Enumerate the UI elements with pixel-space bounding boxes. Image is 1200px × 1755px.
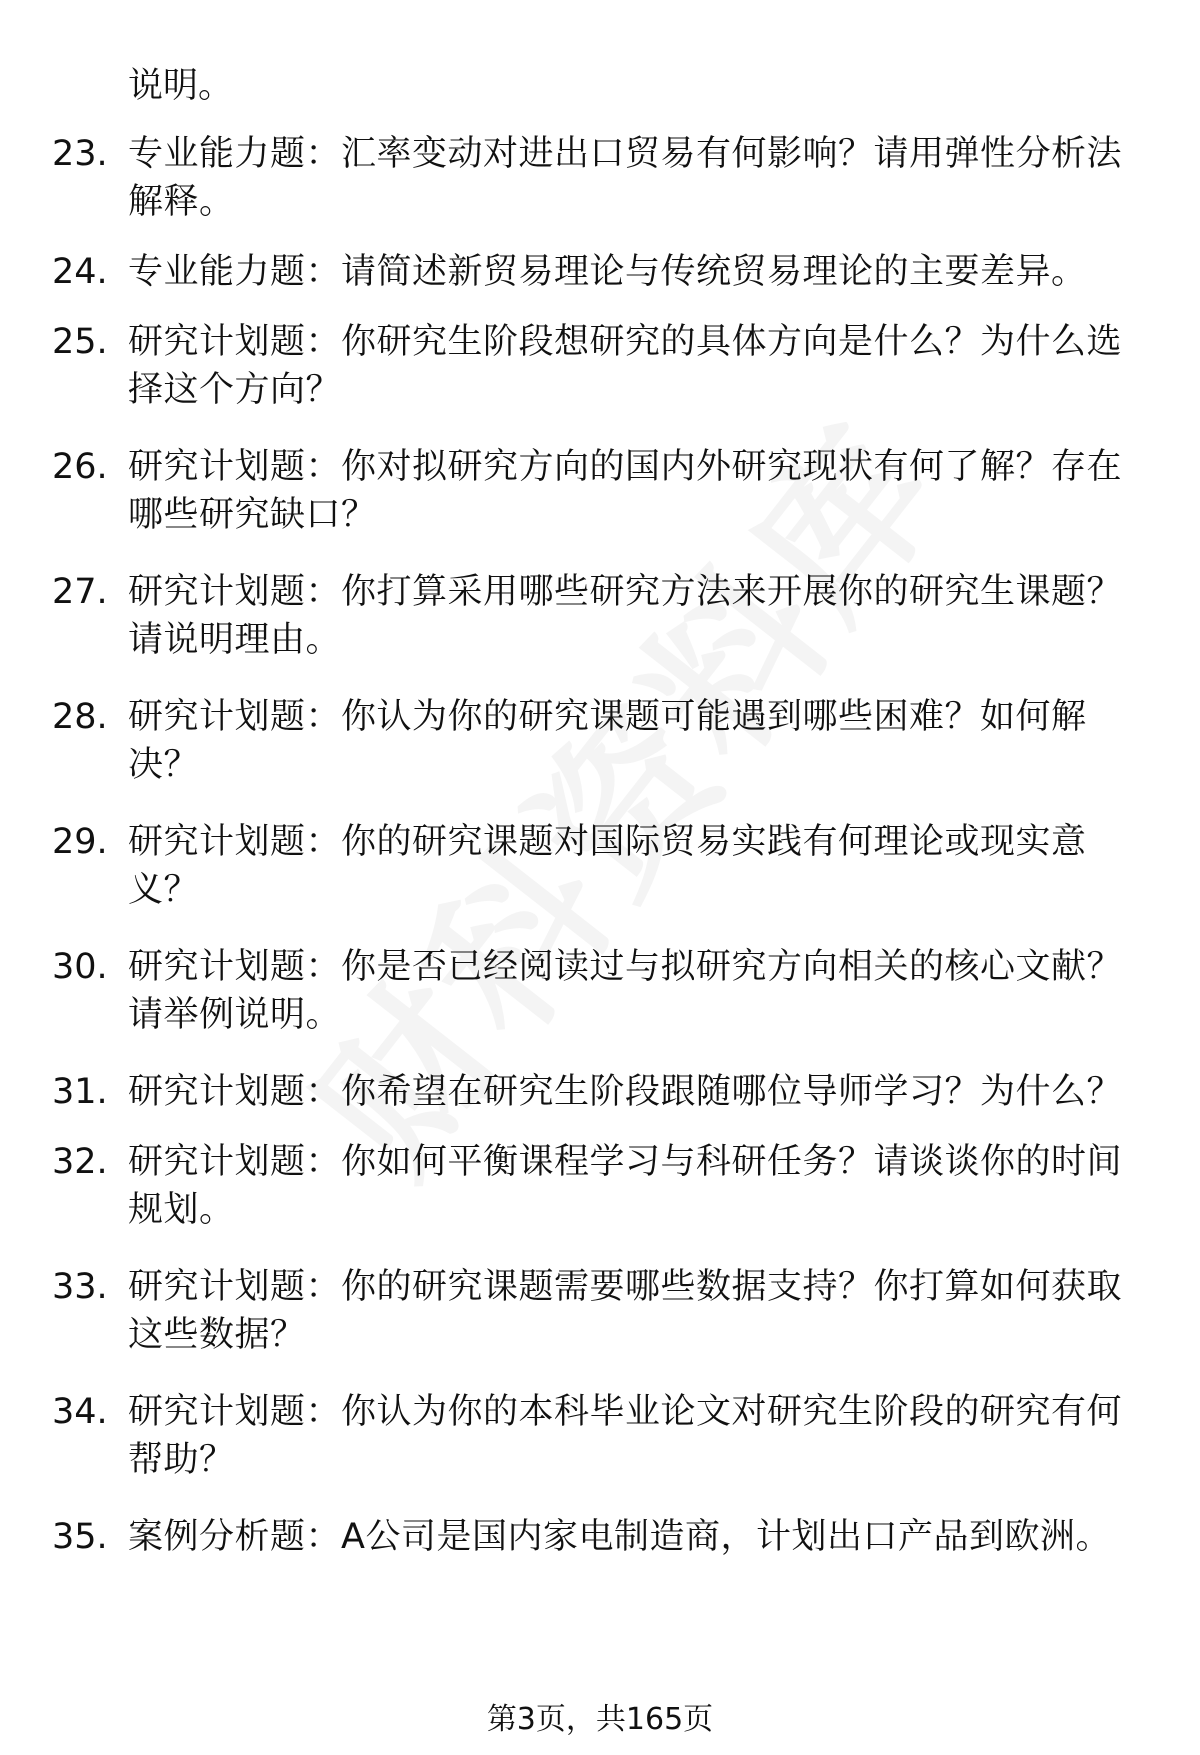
question-text: 研究计划题：你研究生阶段想研究的具体方向是什么？为什么选择这个方向？	[128, 322, 1123, 410]
question-text: 专业能力题：汇率变动对进出口贸易有何影响？请用弹性分析法解释。	[128, 134, 1123, 222]
question-text: 研究计划题：你的研究课题对国际贸易实践有何理论或现实意义？	[128, 822, 1087, 910]
question-text: 研究计划题：你如何平衡课程学习与科研任务？请谈谈你的时间规划。	[128, 1142, 1123, 1230]
question-text: 专业能力题：请简述新贸易理论与传统贸易理论的主要差异。	[128, 252, 1087, 292]
question-text: 研究计划题：你对拟研究方向的国内外研究现状有何了解？存在哪些研究缺口？	[128, 447, 1123, 535]
question-number: 33.	[52, 1267, 108, 1307]
question-number: 28.	[52, 697, 108, 737]
question-text: 研究计划题：你认为你的本科毕业论文对研究生阶段的研究有何帮助？	[128, 1392, 1123, 1480]
question-text: 研究计划题：你是否已经阅读过与拟研究方向相关的核心文献？请举例说明。	[128, 947, 1123, 1035]
question-text: 研究计划题：你认为你的研究课题可能遇到哪些困难？如何解决？	[128, 697, 1087, 785]
question-text: 研究计划题：你的研究课题需要哪些数据支持？你打算如何获取这些数据？	[128, 1267, 1123, 1355]
question-number: 26.	[52, 447, 108, 487]
question-number: 25.	[52, 322, 108, 362]
question-number: 24.	[52, 252, 108, 292]
question-number: 31.	[52, 1072, 108, 1112]
question-number: 30.	[52, 947, 108, 987]
question-text: 案例分析题：A公司是国内家电制造商，计划出口产品到欧洲。	[128, 1517, 1111, 1557]
question-text: 研究计划题：你打算采用哪些研究方法来开展你的研究生课题？请说明理由。	[128, 572, 1123, 660]
question-number: 29.	[52, 822, 108, 862]
page-footer: 第3页，共165页	[486, 1702, 714, 1737]
question-number: 23.	[52, 134, 108, 174]
question-number: 32.	[52, 1142, 108, 1182]
continuation-text: 说明。	[128, 66, 234, 106]
question-number: 34.	[52, 1392, 108, 1432]
question-text: 研究计划题：你希望在研究生阶段跟随哪位导师学习？为什么？	[128, 1072, 1123, 1112]
question-number: 27.	[52, 572, 108, 612]
question-number: 35.	[52, 1517, 108, 1557]
